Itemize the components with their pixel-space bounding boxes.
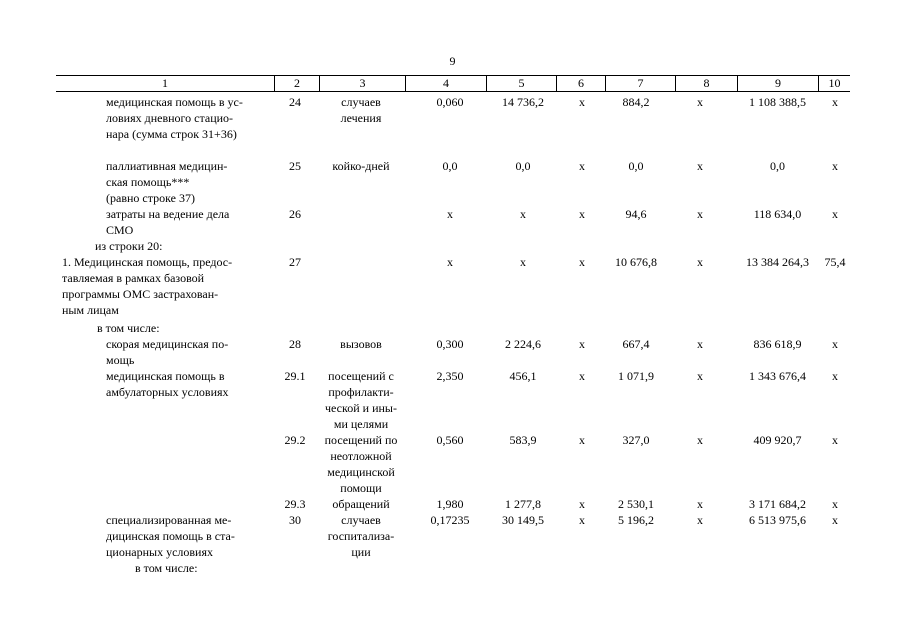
cell-code: 30 xyxy=(289,513,301,527)
col-header-5: 5 xyxy=(486,76,556,91)
cell-c4: х xyxy=(447,255,453,269)
cell-c4: 1,980 xyxy=(436,497,464,511)
col-header-7: 7 xyxy=(605,76,675,91)
cell-c9: 1 343 676,4 xyxy=(749,369,806,383)
cell-code: 27 xyxy=(289,255,301,269)
cell-c5: 2 224,6 xyxy=(505,337,541,351)
cell-c4: х xyxy=(447,207,453,221)
row-label-line: затраты на ведение дела xyxy=(106,207,230,221)
cell-c5: 14 736,2 xyxy=(502,95,544,109)
cell-c10: х xyxy=(832,433,838,447)
cell-c9: 836 618,9 xyxy=(753,337,802,351)
cell-c8: х xyxy=(697,433,703,447)
row-label-line: программы ОМС застрахован- xyxy=(62,287,219,301)
cell-c10: х xyxy=(832,497,838,511)
col-header-3: 3 xyxy=(319,76,405,91)
cell-code: 25 xyxy=(289,159,301,173)
cell-c6: х xyxy=(579,159,585,173)
cell-c7: 327,0 xyxy=(622,433,650,447)
cell-c10: 75,4 xyxy=(824,255,846,269)
row-label-line: медицинская помощь в ус- xyxy=(106,95,243,109)
row-unit-line: неотложной xyxy=(330,449,392,463)
cell-c9: 0,0 xyxy=(770,159,785,173)
row-label-line: медицинская помощь в xyxy=(106,369,225,383)
row-unit-line: ми целями xyxy=(333,417,389,431)
row-label-line: (равно строке 37) xyxy=(106,191,195,205)
cell-code: 24 xyxy=(289,95,301,109)
cell-c10: х xyxy=(832,207,838,221)
row-label-line: в том числе: xyxy=(97,321,160,335)
cell-c10: х xyxy=(832,513,838,527)
col-header-9: 9 xyxy=(737,76,818,91)
cell-c8: х xyxy=(697,207,703,221)
cell-c7: 2 530,1 xyxy=(618,497,654,511)
row-unit-line: обращений xyxy=(332,497,390,511)
cell-c4: 0,560 xyxy=(436,433,464,447)
cell-c6: х xyxy=(579,95,585,109)
col-header-1: 1 xyxy=(162,76,168,90)
cell-c9: 118 634,0 xyxy=(753,207,802,221)
col-header-4: 4 xyxy=(405,76,486,91)
row-label-line: из строки 20: xyxy=(95,239,163,253)
cell-c4: 0,060 xyxy=(436,95,464,109)
cell-c5: 1 277,8 xyxy=(505,497,541,511)
row-label-line: тавляемая в рамках базовой xyxy=(62,271,205,285)
cell-c6: х xyxy=(579,433,585,447)
row-label-line: в том числе: xyxy=(135,561,198,575)
row-label-line: мощь xyxy=(106,353,135,367)
cell-c8: х xyxy=(697,159,703,173)
cell-c4: 0,0 xyxy=(442,159,458,173)
row-label-line: ская помощь*** xyxy=(106,175,190,189)
row-label-line: паллиативная медицин- xyxy=(106,159,228,173)
cell-c7: 667,4 xyxy=(622,337,650,351)
cell-c8: х xyxy=(697,95,703,109)
cell-c10: х xyxy=(832,159,838,173)
cell-c9: 13 384 264,3 xyxy=(746,255,809,269)
col-header-6: 6 xyxy=(556,76,605,91)
cell-code: 29.3 xyxy=(284,497,306,511)
row-label-line: дицинская помощь в ста- xyxy=(106,529,235,543)
cell-code: 28 xyxy=(289,337,301,351)
cell-c5: 0,0 xyxy=(515,159,531,173)
row-unit-line: ции xyxy=(351,545,371,559)
cell-c9: 409 920,7 xyxy=(753,433,802,447)
cell-c6: х xyxy=(579,337,585,351)
page-number: 9 xyxy=(449,54,456,68)
col-header-10: 10 xyxy=(818,76,850,91)
cell-c10: х xyxy=(832,337,838,351)
row-unit-line: профилакти- xyxy=(328,385,394,399)
cell-code: 26 xyxy=(289,207,301,221)
cell-c6: х xyxy=(579,497,585,511)
cell-c4: 0,300 xyxy=(436,337,464,351)
cell-c9: 1 108 388,5 xyxy=(749,95,806,109)
cell-c7: 10 676,8 xyxy=(615,255,657,269)
col-header-8: 8 xyxy=(675,76,737,91)
cell-c8: х xyxy=(697,497,703,511)
cell-c7: 94,6 xyxy=(625,207,647,221)
row-unit-line: помощи xyxy=(340,481,382,495)
cell-c7: 0,0 xyxy=(628,159,644,173)
row-label-line: специализированная ме- xyxy=(106,513,232,527)
row-unit-line: случаев xyxy=(341,513,381,527)
row-unit-line: ческой и ины- xyxy=(325,401,397,415)
row-unit-line: посещений по xyxy=(324,433,398,447)
row-unit-line: койко-дней xyxy=(332,159,390,173)
cell-c8: х xyxy=(697,255,703,269)
row-unit-line: медицинской xyxy=(327,465,395,479)
cell-c9: 3 171 684,2 xyxy=(749,497,806,511)
cell-c4: 0,17235 xyxy=(430,513,470,527)
row-unit-line: лечения xyxy=(340,111,382,125)
cell-c10: х xyxy=(832,369,838,383)
cell-c5: х xyxy=(520,255,526,269)
cell-c9: 6 513 975,6 xyxy=(749,513,806,527)
cell-c7: 1 071,9 xyxy=(618,369,654,383)
cell-c6: х xyxy=(579,255,585,269)
cell-c5: 30 149,5 xyxy=(502,513,544,527)
row-label-line: ным лицам xyxy=(62,303,119,317)
cell-c6: х xyxy=(579,513,585,527)
cell-c8: х xyxy=(697,337,703,351)
cell-c8: х xyxy=(697,513,703,527)
row-label-line: ционарных условиях xyxy=(106,545,213,559)
row-unit-line: вызовов xyxy=(340,337,382,351)
cell-c6: х xyxy=(579,369,585,383)
cell-c5: х xyxy=(520,207,526,221)
cell-c6: х xyxy=(579,207,585,221)
row-label-line: СМО xyxy=(106,223,134,237)
cell-c10: х xyxy=(832,95,838,109)
row-unit-line: госпитализа- xyxy=(327,529,395,543)
cell-c7: 884,2 xyxy=(622,95,650,109)
cell-code: 29.2 xyxy=(284,433,306,447)
row-label-line: нара (сумма строк 31+36) xyxy=(106,127,237,141)
row-label-line: амбулаторных условиях xyxy=(106,385,229,399)
cell-c4: 2,350 xyxy=(436,369,464,383)
cell-c5: 456,1 xyxy=(509,369,537,383)
cell-c5: 583,9 xyxy=(509,433,537,447)
col-header-2: 2 xyxy=(274,76,319,91)
cell-c7: 5 196,2 xyxy=(618,513,654,527)
row-label-line: ловиях дневного стацио- xyxy=(106,111,234,125)
cell-c8: х xyxy=(697,369,703,383)
cell-code: 29.1 xyxy=(284,369,306,383)
row-unit-line: случаев xyxy=(341,95,381,109)
row-unit-line: посещений с xyxy=(328,369,394,383)
table-header xyxy=(56,75,850,92)
row-label-line: скорая медицинская по- xyxy=(106,337,229,351)
row-label-line: 1. Медицинская помощь, предос- xyxy=(62,255,233,269)
